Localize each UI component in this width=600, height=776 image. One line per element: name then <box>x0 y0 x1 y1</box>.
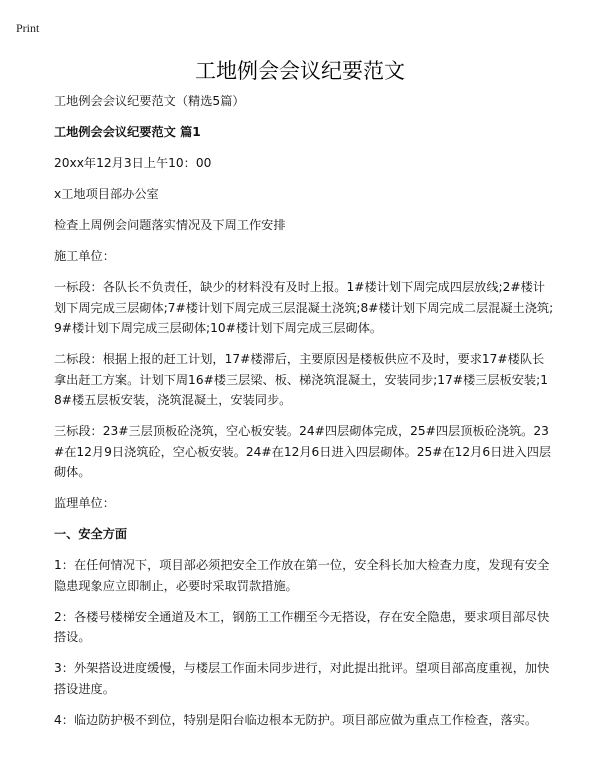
paragraph-section-3: 三标段：23#三层顶板砼浇筑，空心板安装。24#四层砌体完成，25#四层顶板砼浇筑。23#在12月9日浇筑砼，空心板安装。24#在12月6日进入四层砌体。25#在12月6日进入四层砌体。 <box>54 424 552 479</box>
construction-unit-label: 施工单位： <box>54 249 115 263</box>
safety-item-3: 3：外架搭设进度缓慢，与楼层工作面未同步进行，对此提出批评。望项目部高度重视，加快搭设进度。 <box>54 661 550 696</box>
print-link[interactable]: Print <box>16 21 40 35</box>
supervision-unit-label: 监理单位： <box>54 496 115 510</box>
document-title: 工地例会会议纪要范文 <box>195 59 405 83</box>
paragraph-section-1: 一标段：各队长不负责任，缺少的材料没有及时上报。1#楼计划下周完成四层放线;2#楼计划下周完成三层砌体;7#楼计划下周完成三层混凝土浇筑;8#楼计划下周完成二层混凝土浇筑;9#楼计划下周完成三层砌体;10#楼计划下周完成三层砌体。 <box>54 280 554 335</box>
meeting-datetime: 20xx年12月3日上午10：00 <box>54 156 212 170</box>
document-subtitle: 工地例会会议纪要范文（精选5篇） <box>54 94 245 108</box>
section-heading: 工地例会会议纪要范文 篇1 <box>54 125 201 139</box>
safety-item-4: 4：临边防护极不到位，特别是阳台临边根本无防护。项目部应做为重点工作检查，落实。 <box>54 712 538 727</box>
document-body <box>54 91 554 739</box>
meeting-location: x工地项目部办公室 <box>54 187 159 201</box>
safety-heading: 一、安全方面 <box>54 527 128 541</box>
meeting-agenda: 检查上周例会问题落实情况及下周工作安排 <box>54 218 286 232</box>
safety-item-1: 1：在任何情况下，项目部必须把安全工作放在第一位，安全科长加大检查力度，发现有安全隐患现象应立即制止，必要时采取罚款措施。 <box>54 558 550 593</box>
safety-item-2: 2：各楼号楼梯安全通道及木工，钢筋工工作棚至今无搭设，存在安全隐患，要求项目部尽快搭设。 <box>54 609 550 644</box>
paragraph-section-2: 二标段：根据上报的赶工计划，17#楼滞后，主要原因是楼板供应不及时，要求17#楼队长拿出赶工方案。计划下周16#楼三层梁、板、梯浇筑混凝土，安装同步;17#楼三层板安装;18#楼五层板安装，浇筑混凝土，安装同步。 <box>54 352 548 407</box>
